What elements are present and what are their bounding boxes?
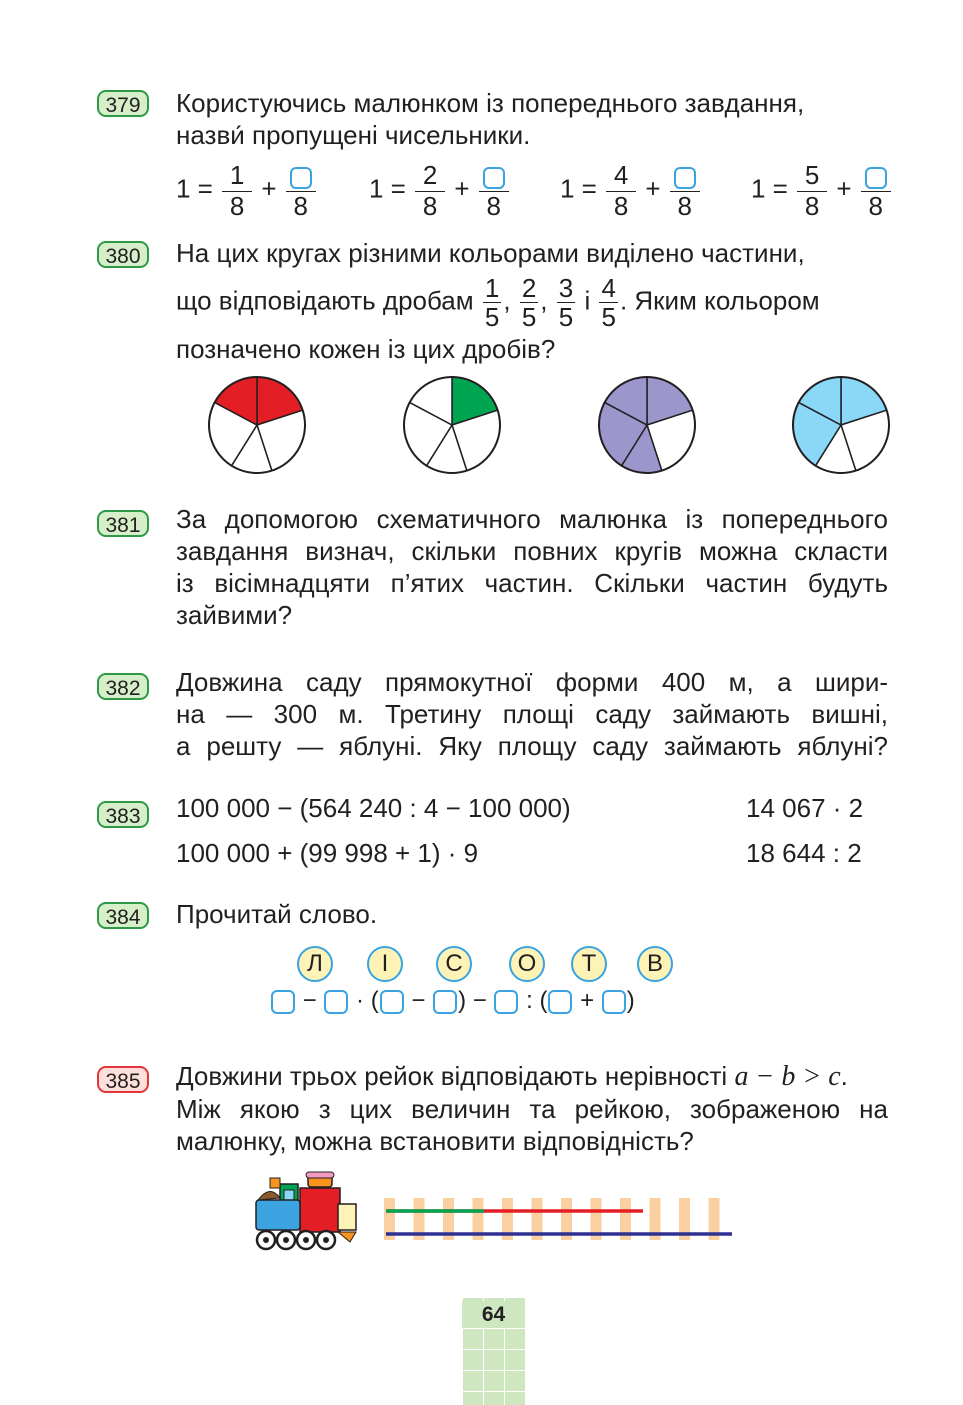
text-line (176, 1060, 888, 1093)
text-fragment: що відповідають дробам (176, 285, 474, 316)
blank-box[interactable] (380, 990, 404, 1014)
fraction-blank (479, 162, 509, 219)
expression: 100 000 − (564 240 : 4 − 100 000) (176, 793, 571, 823)
equation-left: 1 = (176, 173, 213, 204)
fraction (797, 162, 827, 219)
rails-illustration (380, 1196, 740, 1242)
open-paren: ( (539, 987, 548, 1014)
fraction-blank (861, 162, 891, 219)
fraction-denominator: 8 (293, 191, 308, 221)
minus-sign: − (411, 987, 426, 1014)
fraction-denominator: 5 (521, 302, 537, 332)
task-number-badge: 384 (97, 902, 149, 929)
task-text (176, 898, 888, 930)
letter-circle: С (436, 946, 472, 982)
fraction-circle (599, 377, 695, 473)
letter-circle: І (367, 946, 403, 982)
blank-box[interactable] (290, 167, 312, 189)
text-line: малюнку, можна встановити відповідність? (176, 1126, 694, 1156)
text-line: на — 300 м. Третину площі саду займають вишні, (176, 699, 888, 729)
fraction (483, 275, 501, 330)
plus-sign: + (645, 173, 661, 204)
task-number-badge: 381 (97, 510, 149, 537)
equation-left: 1 = (560, 173, 597, 204)
fraction-denominator: 8 (868, 191, 883, 221)
text-fragment: . Яким кольором (619, 285, 820, 316)
text-fragment: . (840, 1061, 848, 1091)
equation-left: 1 = (369, 173, 406, 204)
expression: 100 000 + (99 998 + 1) · 9 (176, 838, 479, 868)
minus-sign: − (302, 987, 317, 1014)
blank-box[interactable] (271, 990, 295, 1014)
text-line: Користуючись малюнком із попереднього завдання, (176, 88, 805, 118)
fraction-numerator: 2 (521, 273, 537, 303)
plus-sign: + (454, 173, 470, 204)
fraction-denominator: 8 (677, 191, 692, 221)
fraction-circle (793, 377, 889, 473)
text-line: Довжина саду прямокутної форми 400 м, а шири- (176, 667, 888, 697)
comma: , (503, 285, 511, 316)
task-383 (97, 793, 897, 876)
task-text (176, 87, 888, 151)
text-line: із вісімнадцяти п’ятих частин. Скільки частин будуть (176, 568, 888, 598)
equation-left: 1 = (751, 173, 788, 204)
text-line: позначено кожен із цих дробів? (176, 334, 556, 364)
fraction-denominator: 8 (486, 191, 501, 221)
expression: 14 067 · 2 (746, 793, 864, 823)
blank-box[interactable] (494, 990, 518, 1014)
text-line: завдання визнач, скільки повних кругів можна скласти (176, 536, 888, 566)
task-text (176, 503, 888, 631)
letter-circle: Л (297, 946, 333, 982)
blank-box[interactable] (548, 990, 572, 1014)
cipher-expression (270, 987, 635, 1015)
fraction (606, 162, 636, 219)
page-number: 64 (462, 1301, 525, 1328)
task-number-badge: 385 (97, 1066, 149, 1093)
fraction-numerator: 1 (222, 162, 252, 192)
task-381 (97, 504, 897, 640)
fraction-circle (404, 377, 500, 473)
blank-box[interactable] (602, 990, 626, 1014)
fraction (557, 275, 575, 330)
expression: 18 644 : 2 (746, 838, 862, 868)
equation (751, 162, 893, 219)
blank-box[interactable] (865, 167, 887, 189)
task-text (176, 238, 888, 365)
dot-sign: · (356, 987, 365, 1014)
toy-train-illustration (250, 1170, 360, 1252)
text-line: Прочитай слово. (176, 899, 378, 929)
close-paren: ) (458, 987, 467, 1014)
colon-sign: : (526, 987, 533, 1014)
fraction-denominator: 8 (422, 191, 438, 221)
equation (176, 162, 318, 219)
task-number-badge: 382 (97, 673, 149, 700)
close-paren: ) (626, 987, 635, 1014)
letter-circle: В (637, 946, 673, 982)
fraction (222, 162, 252, 219)
task-384 (97, 899, 897, 1027)
text-line-with-fractions (176, 275, 888, 330)
fraction-numerator: 5 (797, 162, 827, 192)
task-text (176, 1060, 888, 1157)
fraction (415, 162, 445, 219)
fraction-circles (97, 369, 897, 479)
fraction-numerator: 4 (601, 273, 616, 303)
text-line: зайвими? (176, 600, 293, 630)
fraction-circle (209, 377, 305, 473)
blank-box[interactable] (433, 990, 457, 1014)
task-number-badge: 379 (97, 90, 149, 117)
plus-sign: + (836, 173, 852, 204)
task-text (176, 666, 888, 762)
text-fragment: Довжини трьох рейок відповідають нерівності (176, 1061, 728, 1091)
task-number-badge: 380 (97, 241, 149, 268)
blank-box[interactable] (483, 167, 505, 189)
fraction-denominator: 8 (229, 191, 245, 221)
page-number-block (462, 1298, 525, 1405)
fraction-denominator: 8 (804, 191, 820, 221)
task-380 (97, 238, 897, 481)
letter-circle: О (509, 946, 545, 982)
fraction-denominator: 5 (484, 302, 500, 332)
task-382 (97, 667, 897, 773)
task-379 (97, 90, 897, 230)
fraction-numerator: 2 (415, 162, 445, 192)
open-paren: ( (370, 987, 379, 1014)
text-line: а решту — яблуні. Яку площу саду займають яблуні? (176, 731, 888, 761)
minus-sign: − (472, 987, 487, 1014)
fraction-denominator: 5 (558, 302, 574, 332)
letter-circle: Т (571, 946, 607, 982)
blank-box[interactable] (674, 167, 696, 189)
task-number-badge: 383 (97, 801, 149, 828)
text-line: На цих кругах різними кольорами виділено частини, (176, 238, 805, 268)
fraction-numerator: 1 (484, 273, 500, 303)
task-385 (97, 1061, 897, 1266)
text-line: За допомогою схематичного малюнка із попереднього (176, 504, 888, 534)
fraction-denominator: 8 (613, 191, 629, 221)
plus-sign: + (580, 987, 595, 1014)
blank-box[interactable] (324, 990, 348, 1014)
equation (560, 162, 702, 219)
equation (369, 162, 511, 219)
fraction-denominator: 5 (601, 302, 616, 332)
plus-sign: + (261, 173, 277, 204)
conjunction: і (584, 285, 591, 316)
fraction-blank (670, 162, 700, 219)
text-line: назви́ пропущені чисельники. (176, 120, 531, 150)
fraction-blank (286, 162, 316, 219)
comma: , (540, 285, 548, 316)
fraction-numerator: 4 (606, 162, 636, 192)
text-line: Між якою з цих величин та рейкою, зображеною на (176, 1094, 888, 1124)
fraction (520, 275, 538, 330)
fraction-numerator: 3 (558, 273, 574, 303)
fraction (599, 275, 617, 330)
inequality: a − b > c (734, 1061, 841, 1092)
